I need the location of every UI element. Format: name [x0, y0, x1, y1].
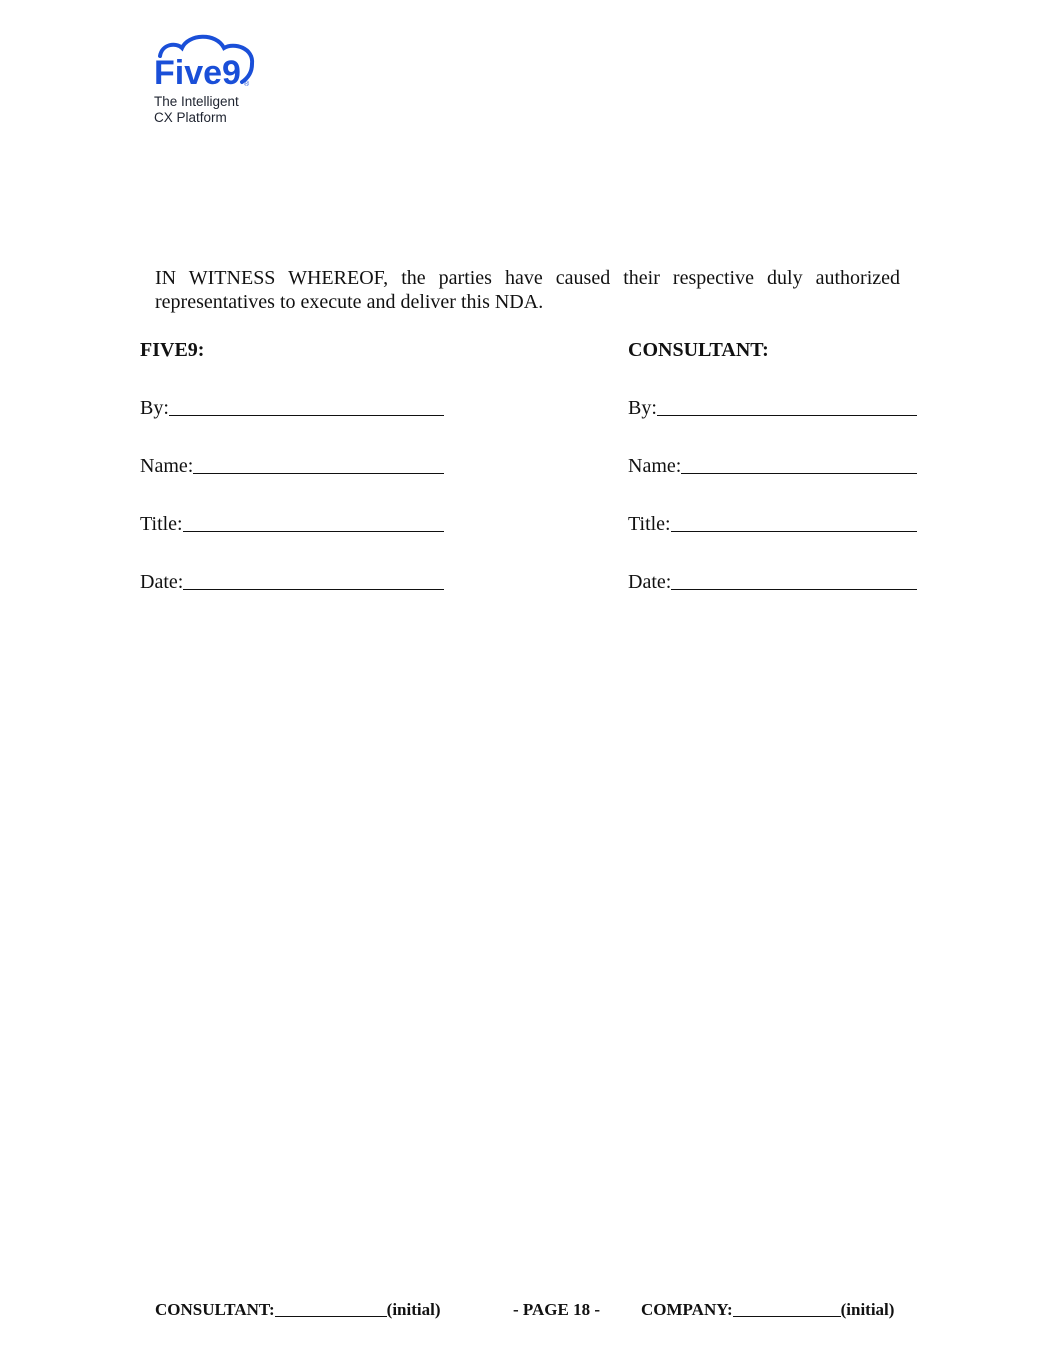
logo-tagline-line2: CX Platform: [154, 110, 227, 125]
consultant-by-line[interactable]: [628, 396, 917, 420]
five9-date-field[interactable]: [183, 571, 444, 590]
consultant-name-label: Name:: [628, 455, 682, 477]
five9-by-line[interactable]: [140, 396, 444, 420]
five9-title-line[interactable]: [140, 512, 444, 536]
five9-name-line[interactable]: [140, 454, 444, 478]
logo-tagline-line1: The Intelligent: [154, 94, 239, 109]
page-footer: [155, 1299, 900, 1321]
five9-name-field[interactable]: [193, 455, 444, 474]
footer-consultant-initial: [155, 1299, 441, 1321]
witness-line-2: representatives to execute and deliver this NDA.: [155, 291, 544, 313]
footer-company-initial-label: (initial): [840, 1300, 895, 1319]
footer-company-initial: [641, 1299, 894, 1321]
five9-logo-mark: [154, 30, 264, 92]
footer-company-label: COMPANY:: [641, 1300, 733, 1319]
consultant-by-label: By:: [628, 397, 657, 419]
consultant-by-field[interactable]: [657, 397, 917, 416]
five9-signature-block: [140, 338, 444, 628]
consultant-date-field[interactable]: [671, 571, 917, 590]
footer-consultant-label: CONSULTANT:: [155, 1300, 275, 1319]
registered-mark-icon: ®: [244, 81, 250, 88]
footer-consultant-initial-field[interactable]: [275, 1300, 387, 1317]
consultant-title-line[interactable]: [628, 512, 917, 536]
five9-title-label: Title:: [140, 513, 183, 535]
consultant-date-label: Date:: [628, 571, 672, 593]
five9-title-field[interactable]: [183, 513, 444, 532]
logo-wordmark: Five9: [154, 54, 241, 92]
consultant-name-field[interactable]: [681, 455, 917, 474]
witness-line-1: IN WITNESS WHEREOF, the parties have caused their respective duly authorized: [155, 267, 900, 289]
footer-page-number: - PAGE 18 -: [513, 1300, 601, 1319]
consultant-heading: CONSULTANT:: [628, 339, 769, 361]
five9-logo: [154, 30, 274, 130]
witness-paragraph: [155, 266, 900, 314]
consultant-signature-block: [628, 338, 917, 628]
footer-company-initial-field[interactable]: [733, 1300, 841, 1317]
footer-consultant-initial-label: (initial): [386, 1300, 441, 1319]
five9-date-line[interactable]: [140, 570, 444, 594]
consultant-name-line[interactable]: [628, 454, 917, 478]
five9-by-field[interactable]: [169, 397, 444, 416]
consultant-title-label: Title:: [628, 513, 671, 535]
consultant-date-line[interactable]: [628, 570, 917, 594]
five9-by-label: By:: [140, 397, 169, 419]
five9-date-label: Date:: [140, 571, 184, 593]
five9-name-label: Name:: [140, 455, 194, 477]
consultant-title-field[interactable]: [671, 513, 917, 532]
five9-heading: FIVE9:: [140, 339, 205, 361]
logo-tagline: [154, 94, 239, 126]
